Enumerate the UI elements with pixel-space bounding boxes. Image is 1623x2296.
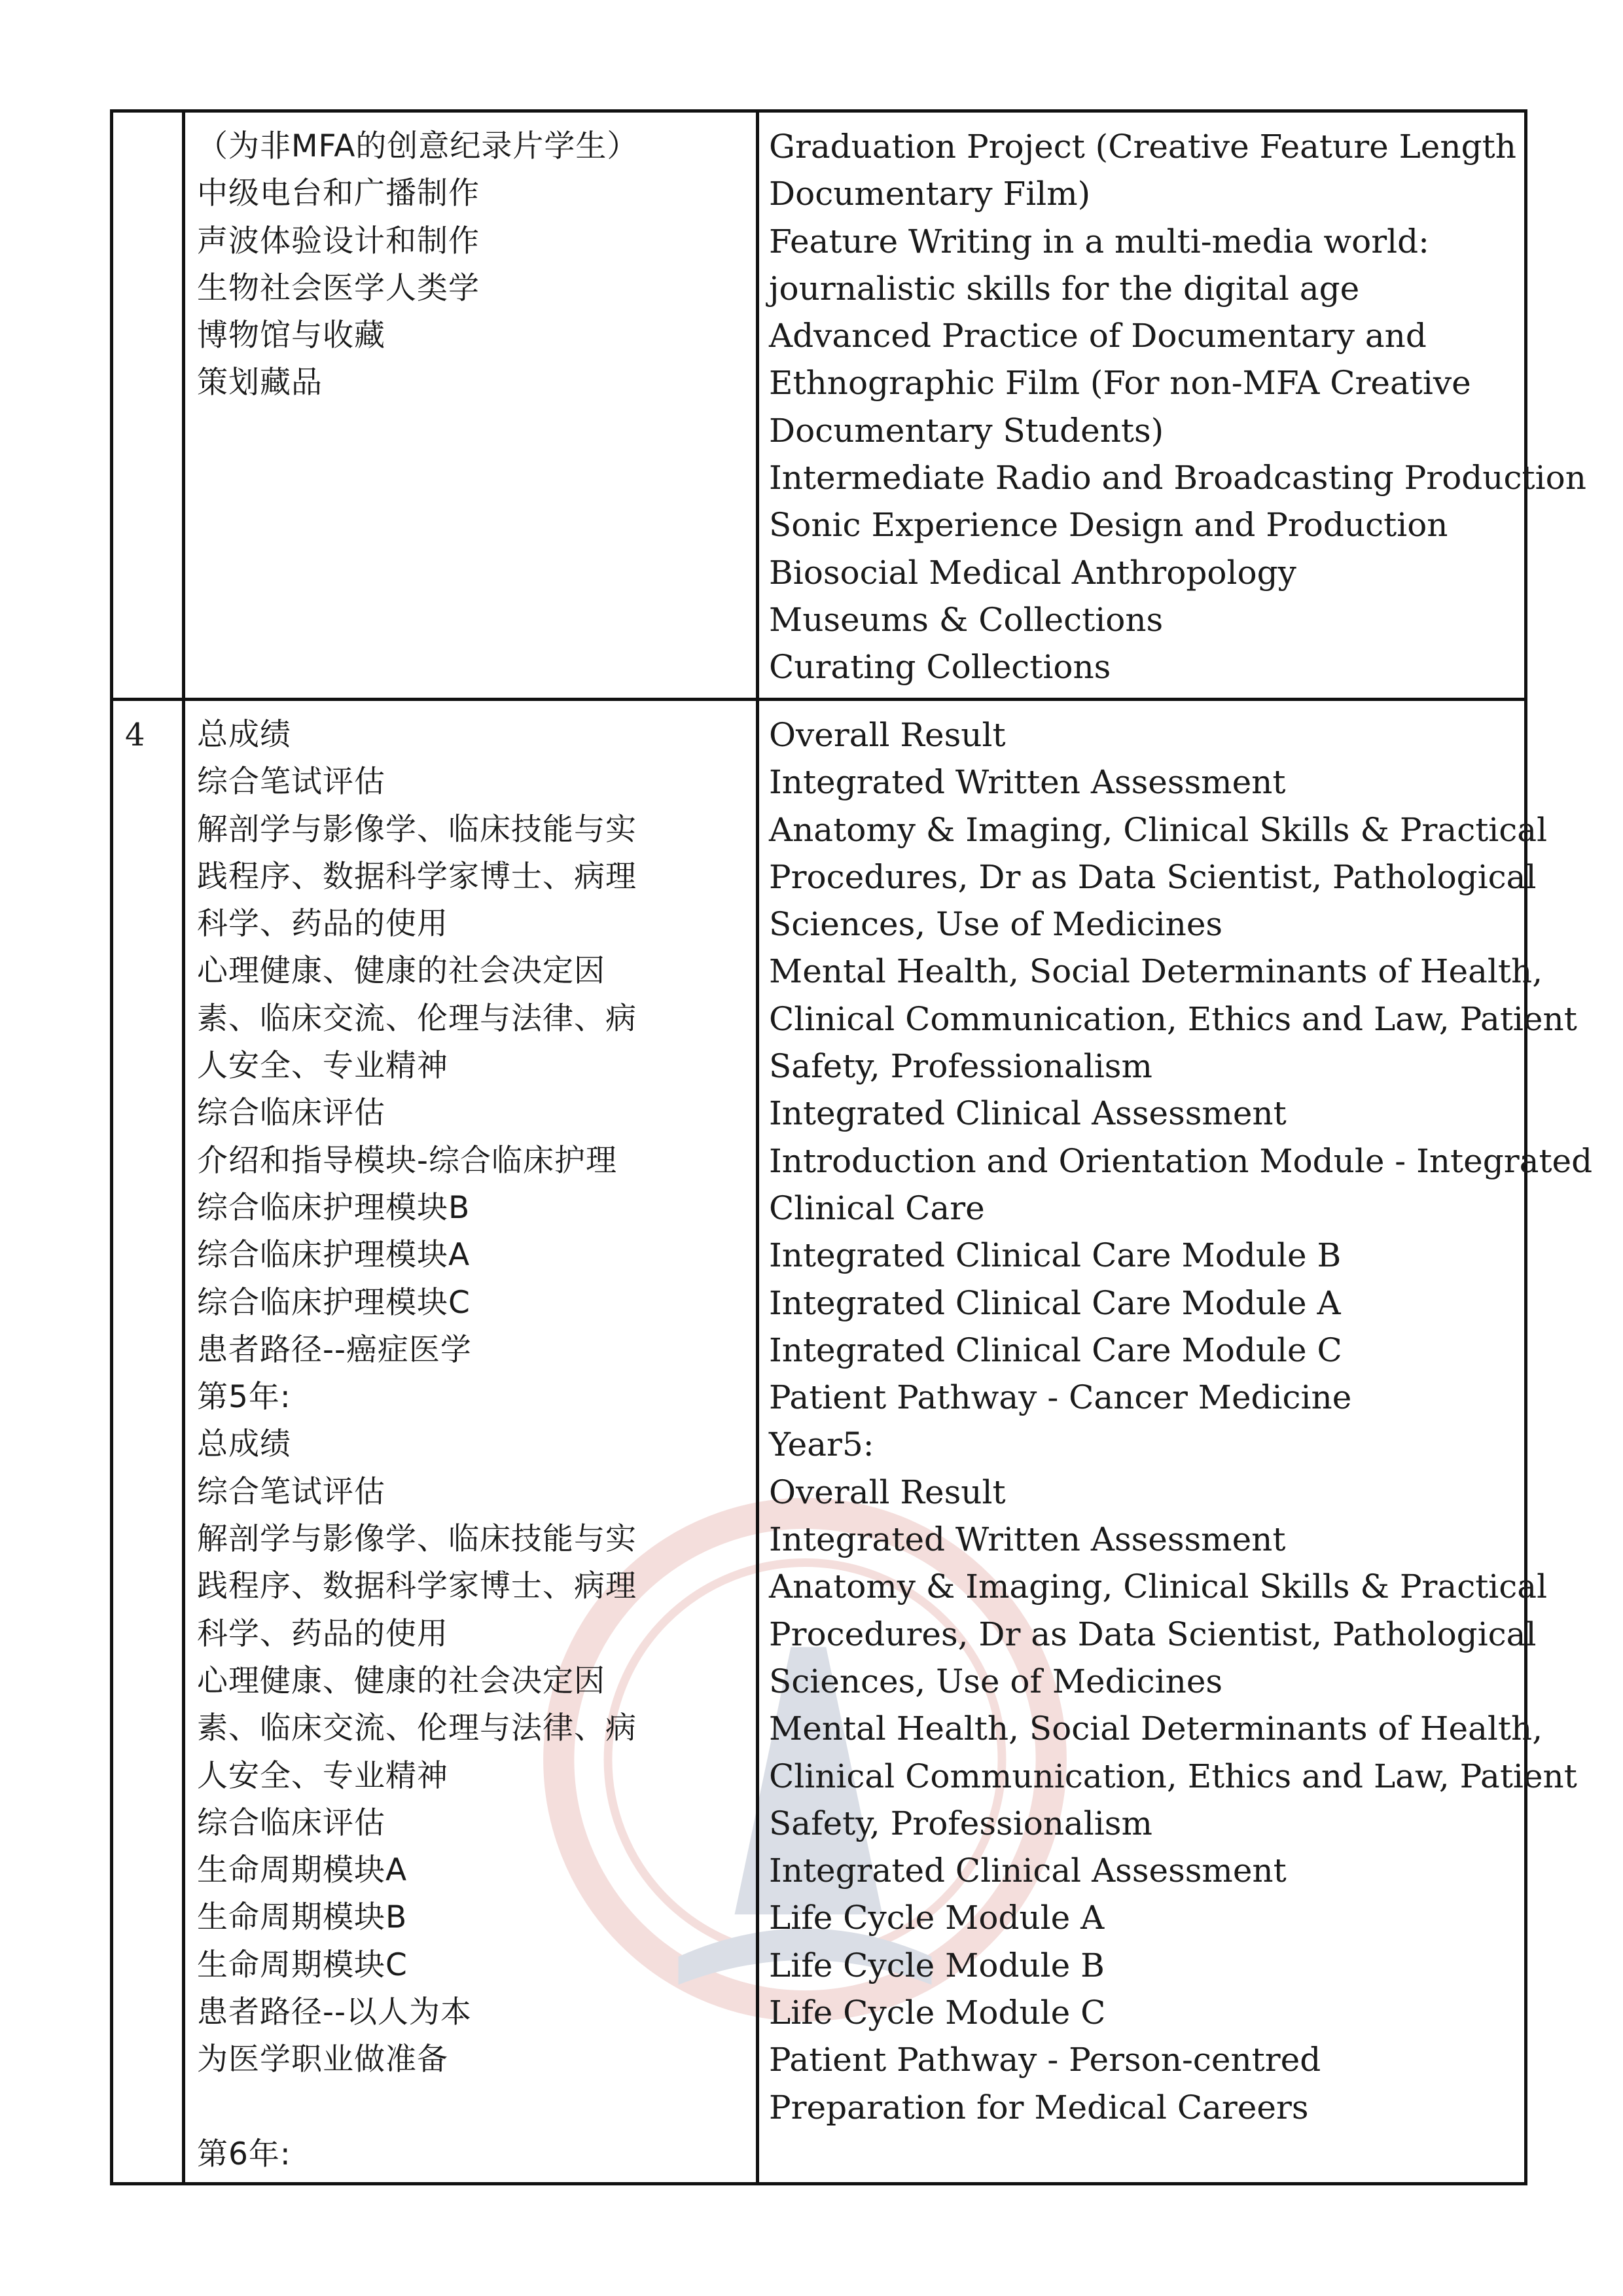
- chinese-course-line: 综合笔试评估: [197, 764, 385, 800]
- english-course-line: Integrated Clinical Care Module A: [769, 1283, 1341, 1322]
- chinese-course-line: 综合临床护理模块A: [197, 1237, 471, 1274]
- english-course-line: Anatomy & Imaging, Clinical Skills & Practical: [769, 1568, 1548, 1606]
- english-course-line: Safety, Professionalism: [769, 1804, 1152, 1842]
- year-heading: 第5年:: [197, 1379, 291, 1416]
- english-course-line: Integrated Clinical Care Module C: [769, 1331, 1342, 1369]
- chinese-course-line: 素、临床交流、伦理与法律、病: [197, 1000, 637, 1037]
- english-course-line: Feature Writing in a multi-media world:: [769, 222, 1429, 260]
- english-course-line: Graduation Project (Creative Feature Length: [769, 128, 1516, 166]
- english-course-line: Life Cycle Module A: [769, 1899, 1105, 1937]
- english-course-line: Sciences, Use of Medicines: [769, 905, 1223, 944]
- english-course-line: Safety, Professionalism: [769, 1047, 1152, 1086]
- english-course-line: Integrated Clinical Care Module B: [769, 1236, 1342, 1275]
- chinese-course-line: 生物社会医学人类学: [197, 270, 480, 306]
- row-number: 4: [125, 717, 145, 753]
- english-course-cell: [758, 700, 1593, 2184]
- chinese-course-line: 综合笔试评估: [197, 1473, 385, 1510]
- english-course-cell: [758, 111, 1586, 700]
- english-course-line: Integrated Clinical Assessment: [769, 1094, 1287, 1133]
- english-course-line: Sciences, Use of Medicines: [769, 1662, 1223, 1700]
- blank-line: [185, 2084, 756, 2131]
- chinese-course-line: 解剖学与影像学、临床技能与实: [197, 811, 637, 848]
- english-course-line: Overall Result: [769, 1473, 1006, 1511]
- chinese-course-line: 践程序、数据科学家博士、病理: [197, 1568, 637, 1605]
- year-heading: 第6年:: [197, 2136, 291, 2172]
- chinese-course-cell: [184, 111, 758, 700]
- row-number-cell: [112, 700, 184, 2184]
- chinese-course-line: 总成绩: [197, 1426, 291, 1463]
- english-course-line: Preparation for Medical Careers: [769, 2088, 1309, 2126]
- chinese-course-line: （为非MFA的创意纪录片学生）: [197, 128, 639, 164]
- english-course-line: Procedures, Dr as Data Scientist, Pathological: [769, 1615, 1537, 1653]
- english-course-line: Anatomy & Imaging, Clinical Skills & Practical: [769, 810, 1548, 849]
- chinese-course-line: 综合临床评估: [197, 1804, 385, 1841]
- english-course-line: Integrated Written Assessment: [769, 1520, 1286, 1559]
- english-course-line: Life Cycle Module C: [769, 1994, 1106, 2032]
- chinese-course-line: 解剖学与影像学、临床技能与实: [197, 1521, 637, 1558]
- chinese-course-line: 患者路径--癌症医学: [197, 1331, 472, 1368]
- chinese-course-line: 综合临床护理模块C: [197, 1284, 471, 1321]
- table-row: [112, 700, 1526, 2184]
- chinese-course-line: 介绍和指导模块-综合临床护理: [197, 1142, 617, 1179]
- english-course-line: Introduction and Orientation Module - Integrated: [769, 1141, 1593, 1180]
- chinese-course-line: 素、临床交流、伦理与法律、病: [197, 1710, 637, 1747]
- chinese-course-line: 博物馆与收藏: [197, 317, 385, 354]
- chinese-course-line: 科学、药品的使用: [197, 906, 448, 942]
- english-course-line: Patient Pathway - Cancer Medicine: [769, 1378, 1352, 1417]
- chinese-course-line: 中级电台和广播制作: [197, 175, 480, 212]
- chinese-course-line: 总成绩: [197, 717, 291, 753]
- chinese-course-line: 人安全、专业精神: [197, 1757, 448, 1794]
- english-course-line: Curating Collections: [769, 648, 1111, 687]
- chinese-course-line: 心理健康、健康的社会决定因: [197, 953, 605, 990]
- english-course-line: Life Cycle Module B: [769, 1946, 1105, 1984]
- chinese-course-line: 患者路径--以人为本: [197, 1994, 472, 2031]
- chinese-course-line: 综合临床评估: [197, 1095, 385, 1132]
- english-course-line: Mental Health, Social Determinants of Health,: [769, 952, 1543, 991]
- row-number-cell: [112, 111, 184, 700]
- year-heading: Year5:: [769, 1426, 874, 1464]
- chinese-course-line: 生命周期模块C: [197, 1946, 408, 1983]
- table-row: [112, 111, 1526, 700]
- english-course-line: Clinical Care: [769, 1189, 985, 1227]
- chinese-course-line: 声波体验设计和制作: [197, 223, 480, 259]
- chinese-course-line: 为医学职业做准备: [197, 2041, 448, 2078]
- english-course-line: Advanced Practice of Documentary and: [769, 317, 1427, 355]
- chinese-course-line: 策划藏品: [197, 365, 323, 401]
- english-course-line: Biosocial Medical Anthropology: [769, 553, 1296, 592]
- english-course-line: Documentary Film): [769, 175, 1091, 213]
- english-course-line: Mental Health, Social Determinants of Health,: [769, 1710, 1543, 1748]
- english-course-line: Sonic Experience Design and Production: [769, 506, 1448, 545]
- english-course-line: Clinical Communication, Ethics and Law, Patient: [769, 1757, 1577, 1795]
- chinese-course-line: 科学、药品的使用: [197, 1615, 448, 1652]
- chinese-course-line: 心理健康、健康的社会决定因: [197, 1662, 605, 1699]
- english-course-line: Clinical Communication, Ethics and Law, Patient: [769, 999, 1577, 1038]
- english-course-line: Patient Pathway - Person-centred: [769, 2041, 1321, 2079]
- english-course-line: Museums & Collections: [769, 600, 1164, 639]
- english-course-line: Intermediate Radio and Broadcasting Production: [769, 459, 1586, 497]
- chinese-course-line: 生命周期模块A: [197, 1852, 408, 1889]
- course-table: [110, 109, 1593, 2185]
- chinese-course-cell: [184, 700, 758, 2184]
- chinese-course-line: 人安全、专业精神: [197, 1048, 448, 1085]
- english-course-line: Integrated Written Assessment: [769, 763, 1286, 802]
- chinese-course-line: 综合临床护理模块B: [197, 1189, 471, 1226]
- english-course-line: Integrated Clinical Assessment: [769, 1852, 1287, 1890]
- chinese-course-line: 践程序、数据科学家博士、病理: [197, 858, 637, 895]
- english-course-line: Documentary Students): [769, 411, 1164, 450]
- english-course-line: Procedures, Dr as Data Scientist, Pathological: [769, 857, 1537, 896]
- english-course-line: Ethnographic Film (For non-MFA Creative: [769, 364, 1471, 403]
- english-course-line: Overall Result: [769, 716, 1006, 754]
- english-course-line: journalistic skills for the digital age: [769, 269, 1360, 308]
- chinese-course-line: 生命周期模块B: [197, 1899, 408, 1936]
